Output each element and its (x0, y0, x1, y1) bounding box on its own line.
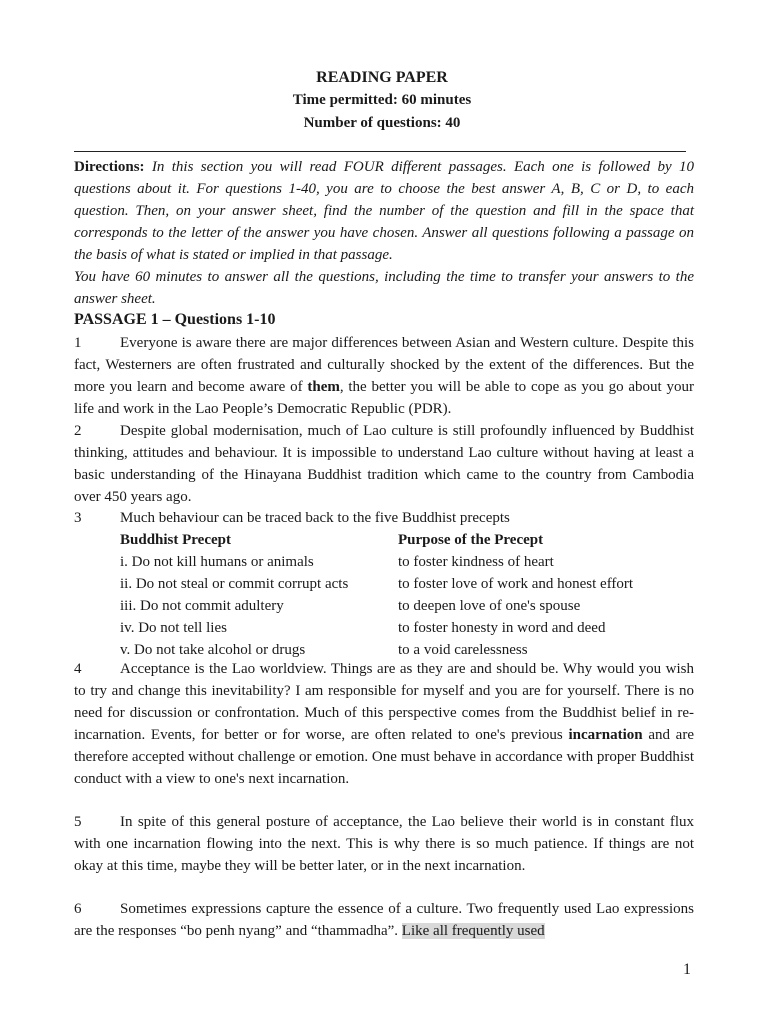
bold-term: them (307, 379, 340, 395)
table-header-row (120, 529, 698, 551)
precept-cell: ii. Do not steal or commit corrupt acts (120, 576, 349, 592)
purpose-cell: to a void carelessness (398, 642, 528, 658)
paragraph-number: 3 (74, 510, 82, 526)
paragraph-number: 1 (74, 335, 82, 351)
paper-title: READING PAPER (316, 69, 448, 86)
purpose-cell: to foster love of work and honest effort (398, 576, 634, 592)
paragraph-6 (74, 898, 694, 942)
paragraph-text: Despite global modernisation, much of Lao culture is still profoundly influenced by Buddhist thinking, attitudes and behaviour. It is impossible to understand Lao culture without having at least a basic understanding of the Hinayana Buddhist tradition which came to the country from Cambodia over 450 years ago. (74, 423, 694, 505)
table-row (120, 551, 698, 573)
precept-cell: iii. Do not commit adultery (120, 598, 284, 614)
paragraph-number: 5 (74, 814, 82, 830)
directions-text: In this section you will read FOUR different passages. Each one is followed by 10 questions about it. For questions 1-40, you are to choose the best answer A, B, C or D, to each question. Then, on your answer sheet, find the number of the question and fill in the space that corresponds to the letter of the answer you have chosen. Answer all questions following a passage on the basis of what is stated or implied in that passage. (74, 159, 695, 263)
table-row (120, 617, 698, 639)
time-permitted: Time permitted: 60 minutes (292, 92, 472, 108)
paragraph-1 (74, 332, 694, 420)
precept-cell: iv. Do not tell lies (120, 620, 227, 636)
table-row (120, 573, 698, 595)
paragraph-text: Much behaviour can be traced back to the five Buddhist precepts (120, 510, 510, 526)
number-of-questions: Number of questions: 40 (303, 115, 461, 131)
column-header-purpose: Purpose of the Precept (398, 532, 544, 548)
directions-label: Directions: (74, 159, 145, 175)
paragraph-number: 6 (74, 901, 82, 917)
paragraph-text: Everyone is aware there are major differences between Asian and Western culture. Despite this fact, Westerners are often frustrated and culturally shocked by the extent of the differences. But the more you learn and become aware of (74, 335, 694, 395)
paragraph-2 (74, 420, 694, 508)
paragraph-text: , the better you will be able to cope as you go about your life and work in the Lao People’s Democratic Republic (PDR). (74, 379, 694, 417)
precepts-table (120, 529, 698, 661)
directions-time-note: You have 60 minutes to answer all the questions, including the time to transfer your answers to the answer sheet. (74, 269, 694, 307)
precept-cell: i. Do not kill humans or animals (120, 554, 314, 570)
passage-title: PASSAGE 1 – Questions 1-10 (74, 311, 276, 328)
purpose-cell: to foster kindness of heart (398, 554, 554, 570)
paragraph-5 (74, 811, 694, 877)
bold-term: incarnation (568, 727, 643, 743)
paragraph-text: In spite of this general posture of acceptance, the Lao believe their world is in constant flux with one incarnation flowing into the next. This is why there is so much patience. If things are not okay at this time, maybe they will be better later, or in the next incarnation. (74, 814, 694, 874)
paragraph-4 (74, 658, 694, 790)
directions-section (74, 156, 694, 310)
page-number: 1 (683, 961, 691, 978)
paragraph-text: and are therefore accepted without challenge or emotion. One must behave in accordance with proper Buddhist conduct with a view to one's next incarnation. (74, 727, 694, 787)
paragraph-text: Acceptance is the Lao worldview. Things are as they are and should be. Why would you wish to try and change this inevitability? I am responsible for myself and you are for yourself. There is no need for discussion or confrontation. Much of this perspective comes from the Buddhist belief in re-incarnation. Events, for better or for worse, are often related to one's previous (74, 661, 694, 743)
precept-cell: v. Do not take alcohol or drugs (120, 642, 306, 658)
paragraph-number: 4 (74, 661, 82, 677)
header-divider (74, 151, 686, 152)
column-header-precept: Buddhist Precept (120, 532, 231, 548)
highlighted-text[interactable]: Like all frequently used (401, 923, 545, 939)
purpose-cell: to foster honesty in word and deed (398, 620, 606, 636)
purpose-cell: to deepen love of one's spouse (398, 598, 581, 614)
paragraph-3 (74, 507, 694, 529)
table-row (120, 595, 698, 617)
paragraph-number: 2 (74, 423, 82, 439)
paragraph-text: Sometimes expressions capture the essence of a culture. Two frequently used Lao expressions are the responses “bo penh nyang” and “thammadha”. (74, 901, 694, 939)
